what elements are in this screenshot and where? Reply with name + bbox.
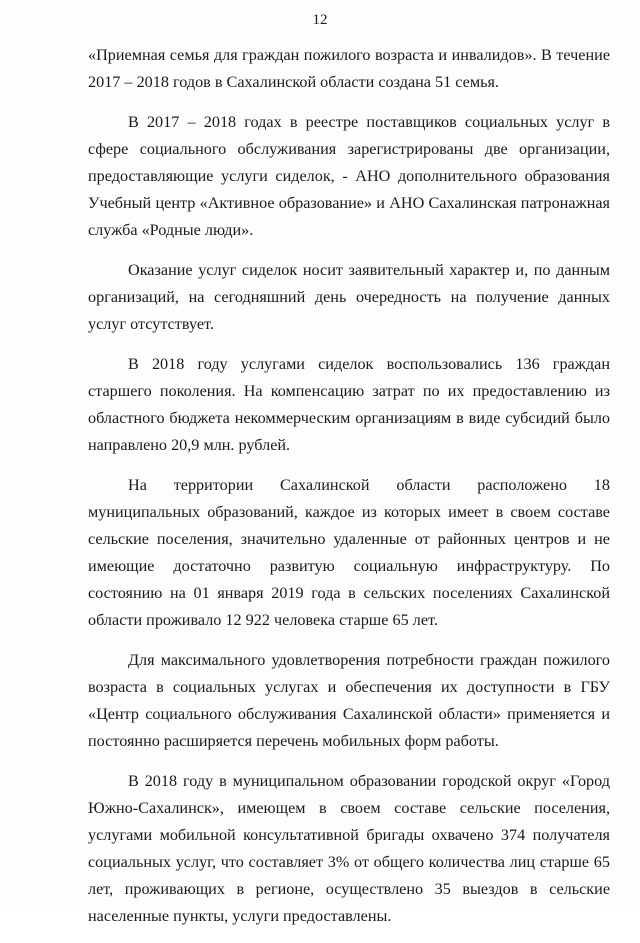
paragraph-provider-registry: В 2017 – 2018 годах в реестре поставщиков социальных услуг в сфере социального обслуживания зарегистрированы две организации, предоставляющие услуги сиделок, - АНО дополнительного образования Учебный центр «Активное образование» и АНО Сахалинская патронажная служба «Родные люди». (88, 113, 610, 239)
paragraph-foster-family: «Приемная семья для граждан пожилого возраста и инвалидов». В течение 2017 – 2018 годов в Сахалинской области создана 51 семья. (88, 46, 610, 91)
document-body (88, 42, 610, 943)
paragraph-municipalities: На территории Сахалинской области расположено 18 муниципальных образований, каждое из которых имеет в своем составе сельские поселения, значительно удаленные от районных центров и не имеющие достаточно развитую социальную инфраструктуру. По состоянию на 01 января 2019 года в сельских поселениях Сахалинской области проживало 12 922 человека старше 65 лет. (88, 476, 610, 629)
paragraph-caregiver-services: Оказание услуг сиделок носит заявительный характер и, по данным организаций, на сегодняшний день очередность на получение данных услуг отсутствует. (88, 261, 610, 333)
paragraph-mobile-services: Для максимального удовлетворения потребности граждан пожилого возраста в социальных услугах и обеспечения их доступности в ГБУ «Центр социального обслуживания Сахалинской области» применяется и постоянно расширяется перечень мобильных форм работы. (88, 651, 610, 750)
page-number: 12 (312, 12, 328, 28)
paragraph-yuzhno-sakhalinsk: В 2018 году в муниципальном образовании городской округ «Город Южно-Сахалинск», имеющем в своем составе сельские поселения, услугами мобильной консультативной бригады охвачено 374 получателя социальных услуг, что составляет 3% от общего количества лиц старше 65 лет, проживающих в регионе, осуществлено 35 выездов в сельские населенные пункты, услуги предоставлены. (88, 772, 610, 925)
paragraph-caregiver-statistics: В 2018 году услугами сиделок воспользовались 136 граждан старшего поколения. На компенсацию затрат по их предоставлению из областного бюджета некоммерческим организациям в виде субсидий было направлено 20,9 млн. рублей. (88, 355, 610, 454)
